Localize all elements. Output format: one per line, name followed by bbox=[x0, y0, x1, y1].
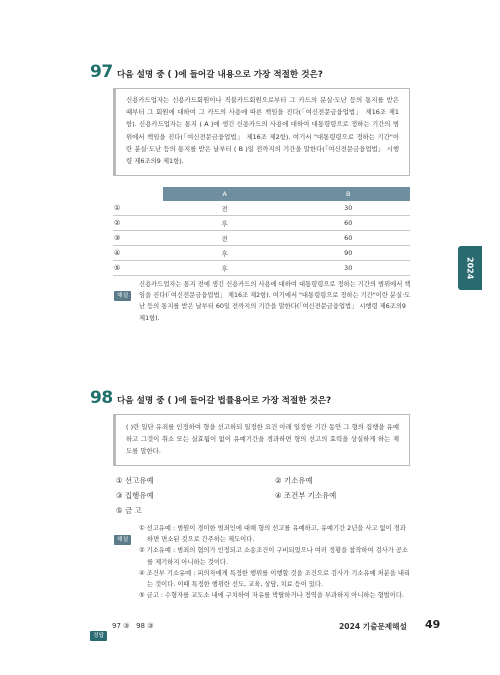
page-number: 49 bbox=[425, 618, 441, 631]
question-98-passage bbox=[113, 414, 410, 466]
question-97-passage-text: 신용카드업자는 신용카드회원이나 직불카드회원으로부터 그 카드의 분실·도난 등의 통지를 받은 때부터 그 회원에 대하여 그 카드의 사용에 따른 책임을 진다(「여신전문금융업법」 제16조 제1항). 신용카드업자는 통지 ( A )에 생긴 신용카드의 사용에 대하여 대통령령으로 정하는 기간의 범위에서 책임을 진다(「여신전문금융업법」 제16조 제2항). 여기서 "대통령령으로 정하는 기간"이란 분실·도난 등의 통지를 받은 날부터 ( B )일 전까지의 기간을 말한다(「여신전문금융업법」 시행령 제6조의9 제1항). bbox=[126, 96, 399, 166]
option-a: 후 bbox=[163, 261, 287, 276]
option-row[interactable] bbox=[113, 231, 410, 246]
choice-4[interactable]: ④ 조건부 기소유예 bbox=[275, 491, 337, 500]
option-row[interactable] bbox=[113, 216, 410, 231]
question-97-number: 97 bbox=[90, 62, 113, 82]
choice-3[interactable]: ③ 집행유예 bbox=[116, 491, 154, 500]
option-a: 전 bbox=[163, 201, 287, 216]
explanation-tag-label: 해설 bbox=[114, 291, 131, 301]
option-row[interactable] bbox=[113, 201, 410, 216]
question-98-number: 98 bbox=[90, 388, 113, 408]
choice-2[interactable]: ② 기소유예 bbox=[275, 476, 313, 485]
answer-tag bbox=[90, 622, 107, 641]
header-blank bbox=[113, 187, 163, 201]
option-b: 60 bbox=[286, 231, 410, 246]
question-97-passage bbox=[113, 88, 410, 176]
year-side-tab-label: 2024 bbox=[465, 256, 475, 280]
option-a: 전 bbox=[163, 231, 287, 246]
option-number: ③ bbox=[113, 231, 163, 246]
choice-5[interactable]: ⑤ 금 고 bbox=[116, 506, 142, 515]
question-98-explanation-tag bbox=[114, 526, 131, 545]
explanation-item: ① 선고유예 : 범원이 경미한 범죄인에 대해 형의 선고를 유예하고, 유예기간 2년을 사고 없이 경과하면 면소된 것으로 간주하는 제도이다. bbox=[139, 525, 406, 544]
option-a: 후 bbox=[163, 246, 287, 261]
answer-key: 97 ③ 98 ③ bbox=[112, 622, 154, 630]
question-97-title: 다음 설명 중 ( )에 들어갈 내용으로 가장 적절한 것은? bbox=[117, 70, 323, 80]
question-98-title: 다음 설명 중 ( )에 들어갈 법률용어로 가장 적절한 것은? bbox=[117, 396, 332, 406]
explanation-item: ② 기소유예 : 범죄의 혐의가 인정되고 소송조건이 구비되었으나 여러 정황을 참작하여 검사가 공소를 제기하지 아니하는 것이다. bbox=[139, 547, 409, 566]
answer-tag-label: 정답 bbox=[90, 631, 107, 641]
option-b: 60 bbox=[286, 216, 410, 231]
explanation-item: ⑤ 금고 : 수형자를 교도소 내에 구치하여 자유를 박탈하거나 정역을 부과하지 아니하는 형벌이다. bbox=[139, 592, 404, 600]
option-b: 90 bbox=[286, 246, 410, 261]
explanation-item: ④ 조건부 기소유예 : 피의자에게 특정한 행위를 이행할 것을 조건으로 검사가 기소유예 처분을 내리는 것이다. 이때 특정한 행위란 선도, 교육, 상담, 치료 등이 있다. bbox=[139, 569, 411, 589]
question-97-explanation-tag bbox=[114, 282, 131, 301]
options-table-header bbox=[113, 187, 410, 201]
option-row[interactable] bbox=[113, 246, 410, 261]
option-number: ④ bbox=[113, 246, 163, 261]
option-number: ① bbox=[113, 201, 163, 216]
year-side-tab bbox=[458, 246, 482, 290]
header-b: B bbox=[286, 187, 410, 201]
option-row[interactable] bbox=[113, 261, 410, 276]
option-a: 후 bbox=[163, 216, 287, 231]
header-a: A bbox=[163, 187, 287, 201]
question-98-passage-text: ( )란 일단 유죄를 인정하여 형을 선고하되 일정한 요건 아래 일정한 기간 동안 그 형의 집행을 유예하고 그것이 취소 또는 실효됨이 없이 유예기간을 경과하면 형의 선고의 효력을 상실하게 하는 제도를 말한다. bbox=[126, 423, 399, 456]
question-98-explanation-list bbox=[139, 523, 411, 601]
book-title: 2024 기출문제해설 bbox=[339, 622, 407, 631]
question-97-explanation bbox=[139, 279, 411, 324]
explanation-tag-label: 해설 bbox=[114, 535, 131, 545]
option-b: 30 bbox=[286, 201, 410, 216]
option-b: 30 bbox=[286, 261, 410, 276]
choice-1[interactable]: ① 선고유예 bbox=[116, 476, 154, 485]
question-97-explanation-text: 신용카드업자는 통지 전에 생긴 신용카드의 사용에 대하여 대통령령으로 정하는 기간의 범위에서 책임을 진다(「여신전문금융업법」 제16조 제2항). 여기에서 "대통령령으로 정하는 기간"이란 분실·도난 등의 통지를 받은 날부터 60일 전까지의 기간을 말한다(「여신전문금융업법」 시행령 제6조의9 제1항). bbox=[139, 281, 411, 322]
option-number: ② bbox=[113, 216, 163, 231]
option-number: ⑤ bbox=[113, 261, 163, 276]
question-97-options-table bbox=[113, 187, 410, 276]
